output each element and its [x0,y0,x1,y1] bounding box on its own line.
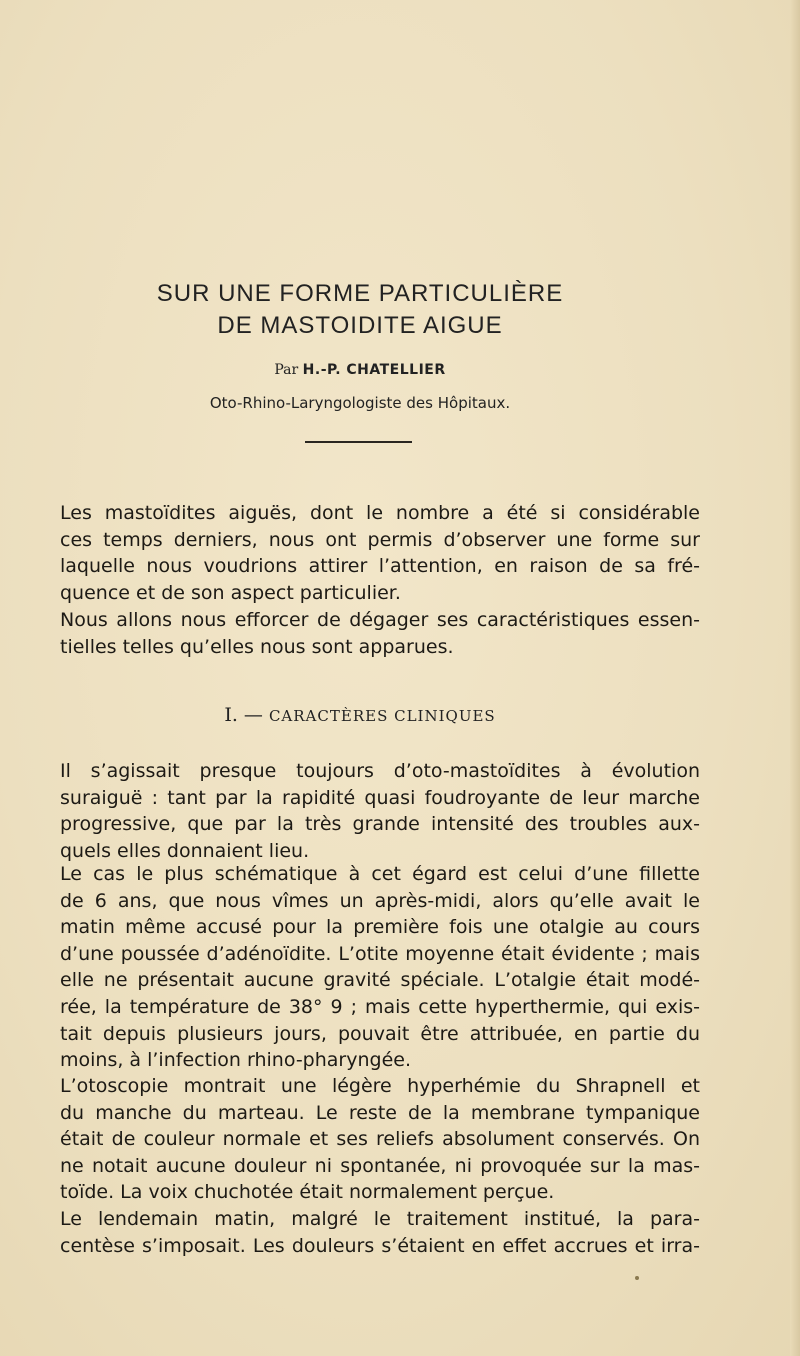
text-line: Nous allons nous efforcer de dégager ses caractéristiques essen- [60,609,700,631]
text-line: toïde. La voix chuchotée était normalement perçue. [60,1181,555,1204]
author-prefix: Par [274,362,299,378]
text-line: matin même accusé pour la première fois une otalgie au cours [60,916,700,939]
section-title: CARACTÈRES CLINIQUES [268,707,496,725]
text-line: moins, à l’infection rhino-pharyngée. [60,1049,412,1072]
paragraph-3 [60,758,700,864]
text-line: Le lendemain matin, malgré le traitement institué, la para- [60,1208,700,1230]
text-line: suraiguë : tant par la rapidité quasi foudroyante de leur marche [60,786,700,809]
text-line: tait depuis plusieurs jours, pouvait être attribuée, en partie du [60,1022,700,1045]
text-line: Les mastoïdites aiguës, dont le nombre a été si considérable [60,502,700,524]
text-line: du manche du marteau. Le reste de la membrane tympanique [60,1101,700,1124]
text-line: était de couleur normale et ses reliefs absolument conservés. On [60,1128,700,1151]
text-line: elle ne présentait aucune gravité spéciale. L’otalgie était modé- [60,969,700,992]
paragraph-intro-1 [60,500,700,606]
title-divider [305,441,412,443]
author-line [0,362,720,378]
text-line: rée, la température de 38° 9 ; mais cette hyperthermie, qui exis- [60,995,700,1018]
text-line: Il s’agissait presque toujours d’oto-mastoïdites à évolution [60,760,700,782]
paper-speck [635,1276,639,1280]
paragraph-5 [60,1073,700,1206]
text-line: d’une poussée d’adénoïdite. L’otite moyenne était évidente ; mais [60,942,700,965]
text-line: L’otoscopie montrait une légère hyperhémie du Shrapnell et [60,1075,700,1097]
author-name: H.-P. CHATELLIER [302,362,446,378]
text-line: centèse s’imposait. Les douleurs s’étaient en effet accrues et irra- [60,1234,700,1257]
section-number: I. — [224,704,263,726]
paragraph-6 [60,1206,700,1259]
text-line: progressive, que par la très grande intensité des troubles aux- [60,813,700,836]
article-title-line2: DE MASTOIDITE AIGUE [217,312,503,339]
text-line: ces temps derniers, nous ont permis d’observer une forme sur [60,528,700,551]
text-line: de 6 ans, que nous vîmes un après-midi, alors qu’elle avait le [60,889,700,912]
text-line: laquelle nous voudrions attirer l’attention, en raison de sa fré- [60,555,700,578]
text-line: tielles telles qu’elles nous sont apparues. [60,635,454,658]
text-line: ne notait aucune douleur ni spontanée, ni provoquée sur la mas- [60,1154,700,1177]
text-line: quence et de son aspect particulier. [60,581,401,604]
page-edge [790,0,800,1356]
article-title-line1: SUR UNE FORME PARTICULIÈRE [156,280,564,307]
author-affiliation: Oto-Rhino-Laryngologiste des Hôpitaux. [209,394,511,412]
paragraph-intro-2 [60,607,700,660]
paragraph-4 [60,861,700,1074]
section-heading [0,704,720,726]
text-line: quels elles donnaient lieu. [60,839,310,862]
text-line: Le cas le plus schématique à cet égard est celui d’une fillette [60,863,700,885]
